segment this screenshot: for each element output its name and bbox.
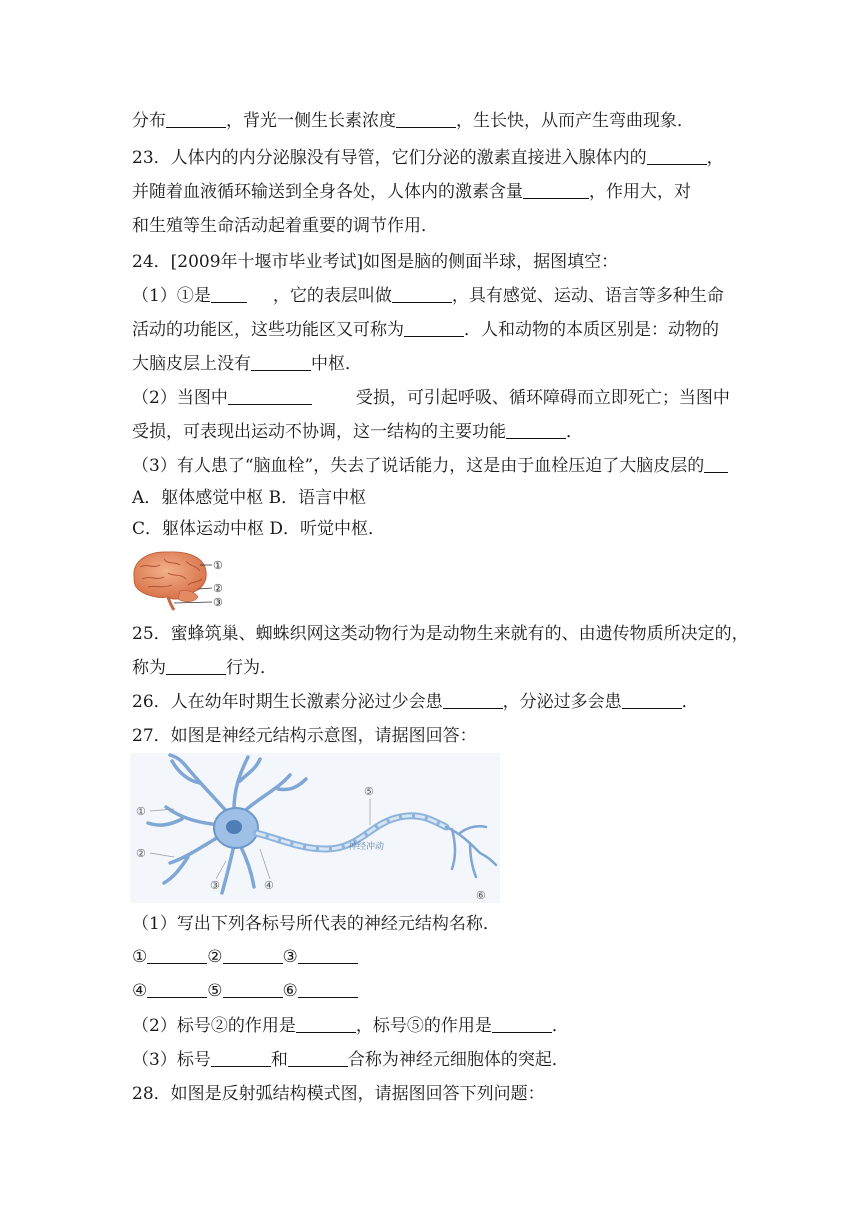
answer-blank[interactable]	[704, 456, 728, 473]
answer-blank[interactable]	[298, 947, 358, 964]
text: 受损，可表现出运动不协调，这一结构的主要功能	[132, 422, 506, 442]
answer-blank[interactable]	[147, 981, 207, 998]
answer-blank[interactable]	[396, 111, 456, 128]
answer-blank[interactable]	[166, 658, 226, 675]
text: ，具有感觉、运动、语言等多种生命	[451, 286, 724, 306]
text-line	[132, 285, 724, 307]
question-28: 28．如图是反射弧结构模式图，请据图回答下列问题：	[132, 1084, 545, 1104]
text: ．人和动物的本质区别是：动物的	[464, 320, 719, 340]
text: ，背光一侧生长素浓度	[226, 111, 396, 131]
text-line	[132, 110, 694, 132]
text-line	[132, 657, 277, 679]
label: ①	[132, 947, 148, 967]
neuron-label-3: ③	[210, 879, 220, 892]
text-line	[132, 1015, 569, 1037]
text: 26．人在幼年时期生长激素分泌过少会患	[132, 692, 443, 712]
answer-blank[interactable]	[228, 388, 312, 405]
label: ③	[282, 947, 298, 967]
question-26	[132, 691, 699, 713]
text: 行为．	[226, 658, 277, 678]
text-line	[132, 181, 691, 203]
text: （1）①是	[132, 286, 211, 306]
answer-blank[interactable]	[223, 981, 283, 998]
option-cd: C．躯体运动中枢 D．听觉中枢．	[132, 519, 386, 539]
brain-label-2: ②	[213, 582, 223, 595]
text-line	[132, 387, 730, 409]
text: ，生长快，从而产生弯曲现象．	[456, 111, 694, 131]
neuron-figure	[130, 753, 500, 903]
answer-blank[interactable]	[506, 422, 566, 439]
answer-blank[interactable]	[147, 947, 207, 964]
text: 大脑皮层上没有	[132, 354, 251, 374]
text-line	[132, 319, 719, 341]
brain-figure	[128, 547, 228, 611]
text-line: （1）写出下列各标号所代表的神经元结构名称．	[132, 914, 500, 934]
text-line: 和生殖等生命活动起着重要的调节作用．	[132, 216, 438, 236]
text: 合称为神经元细胞体的突起．	[347, 1050, 569, 1070]
text: ，标号⑤的作用是	[355, 1016, 492, 1036]
neuron-impulse-label: 神经冲动	[348, 842, 385, 852]
text: ．	[566, 422, 583, 442]
text: 23．人体内的内分泌腺没有导管，它们分泌的激素直接进入腺体内的	[132, 148, 647, 168]
option-ab: A．躯体感觉中枢 B．语言中枢	[132, 488, 367, 508]
text-line	[132, 1049, 569, 1071]
answer-blank[interactable]	[211, 286, 247, 303]
text: 和	[270, 1050, 288, 1070]
text: 称为	[132, 658, 166, 678]
text: 并随着血液循环输送到全身各处，人体内的激素含量	[132, 182, 523, 202]
answer-blank[interactable]	[296, 1016, 356, 1033]
brain-label-1: ①	[213, 559, 223, 572]
text: ，	[706, 148, 724, 168]
text: （2）标号②的作用是	[132, 1016, 296, 1036]
neuron-label-5: ⑤	[364, 785, 374, 798]
text: ．	[551, 1016, 569, 1036]
text: 受损，可引起呼吸、循环障碍而立即死亡；当图中	[355, 388, 730, 408]
answer-blank[interactable]	[647, 148, 707, 165]
answer-blank[interactable]	[288, 1050, 348, 1067]
text: （3）标号	[132, 1050, 211, 1070]
question-23	[132, 147, 724, 169]
answer-blank[interactable]	[211, 1050, 271, 1067]
answer-blank[interactable]	[166, 111, 226, 128]
answer-blank[interactable]	[404, 320, 464, 337]
text-line	[132, 421, 583, 443]
answer-blank[interactable]	[298, 981, 358, 998]
text: 分布	[132, 111, 166, 131]
answer-blank[interactable]	[251, 354, 311, 371]
text: 活动的功能区，这些功能区又可称为	[132, 320, 404, 340]
neuron-label-6: ⑥	[476, 889, 486, 902]
neuron-label-2: ②	[136, 847, 146, 860]
answer-blank[interactable]	[223, 947, 283, 964]
text-line	[132, 353, 362, 375]
text: ，它的表层叫做	[272, 286, 392, 306]
text: ．	[681, 692, 699, 712]
answer-blank[interactable]	[523, 182, 589, 199]
text-line	[132, 455, 728, 477]
label: ⑥	[282, 981, 298, 1001]
answer-blank[interactable]	[443, 692, 503, 709]
question-25: 25．蜜蜂筑巢、蜘蛛织网这类动物行为是动物生来就有的、由遗传物质所决定的，	[132, 624, 749, 644]
answer-blank[interactable]	[392, 286, 452, 303]
label: ④	[132, 981, 148, 1001]
blank-row-1	[132, 946, 358, 968]
brain-label-3: ③	[213, 596, 223, 609]
question-24: 24．[2009年十堰市毕业考试]如图是脑的侧面半球，据图填空：	[132, 252, 619, 272]
question-27: 27．如图是神经元结构示意图，请据图回答：	[132, 726, 477, 746]
neuron-label-1: ①	[136, 805, 146, 818]
answer-blank[interactable]	[622, 692, 682, 709]
text: （3）有人患了“脑血栓”，失去了说话能力，这是由于血栓压迫了大脑皮层的	[132, 456, 705, 476]
neuron-label-4: ④	[264, 879, 274, 892]
text: （2）当图中	[132, 388, 228, 408]
text: 中枢．	[311, 354, 362, 374]
label: ⑤	[207, 981, 223, 1001]
answer-blank[interactable]	[492, 1016, 552, 1033]
text: ，分泌过多会患	[502, 692, 622, 712]
blank-row-2	[132, 980, 358, 1002]
label: ②	[207, 947, 223, 967]
text: ，作用大，对	[589, 182, 691, 202]
